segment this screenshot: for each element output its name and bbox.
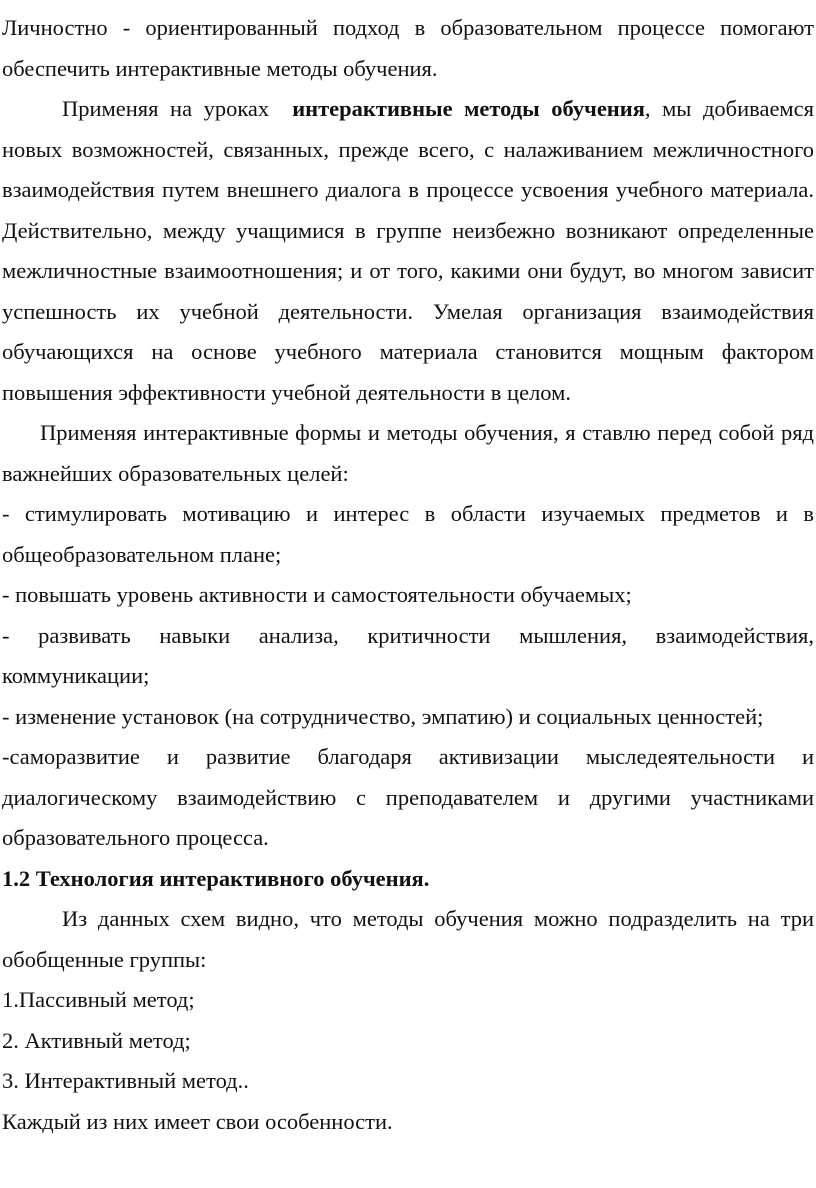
goal-item-4: - изменение установок (на сотрудничество, эмпатию) и социальных ценностей; bbox=[2, 703, 764, 729]
section-heading: 1.2 Технология интерактивного обучения. bbox=[2, 865, 430, 891]
method-item-active: 2. Активный метод; bbox=[2, 1027, 191, 1053]
paragraph-interactive-methods bbox=[2, 89, 814, 413]
paragraph-text-rest: , мы добиваемся новых возможностей, связанных, прежде всего, с налаживанием межличностного взаимодействия путем внешнего диалога в процессе усвоения учебного материала. Действительно, между учащимися в группе неизбежно возникают определенные межличностные взаимоотношения; и от того, какими они будут, во многом зависит успешность их учебной деятельности. Умелая организация взаимодействия обучающихся на основе учебного материала становится мощным фактором повышения эффективности учебной деятельности в целом. bbox=[2, 96, 815, 405]
method-item-interactive: 3. Интерактивный метод.. bbox=[2, 1068, 249, 1093]
goal-item-3: - развивать навыки анализа, критичности мышления, взаимодействия, коммуникации; bbox=[2, 622, 814, 688]
paragraph-text-start: Применяя на уроках bbox=[62, 96, 293, 121]
paragraph-method-groups: Из данных схем видно, что методы обучения можно подразделить на три обобщенные группы: bbox=[2, 906, 814, 972]
goal-item-5: -саморазвитие и развитие благодаря активизации мыследеятельности и диалогическому взаимодействию с преподавателем и другими участниками образовательного процесса. bbox=[2, 744, 814, 850]
goal-item-2: - повышать уровень активности и самостоятельности обучаемых; bbox=[2, 582, 632, 607]
paragraph-closing: Каждый из них имеет свои особенности. bbox=[2, 1108, 393, 1134]
goal-item-1: - стимулировать мотивацию и интерес в области изучаемых предметов и в общеобразовательном плане; bbox=[2, 501, 814, 567]
bold-term-interactive-methods: интерактивные методы обучения bbox=[292, 96, 645, 121]
document-page bbox=[2, 8, 814, 1142]
paragraph-intro: Личностно - ориентированный подход в образовательном процессе помогают обеспечить интерактивные методы обучения. bbox=[2, 15, 814, 81]
paragraph-goals-intro: Применяя интерактивные формы и методы обучения, я ставлю перед собой ряд важнейших образовательных целей: bbox=[2, 420, 814, 486]
method-item-passive: 1.Пассивный метод; bbox=[2, 987, 195, 1012]
